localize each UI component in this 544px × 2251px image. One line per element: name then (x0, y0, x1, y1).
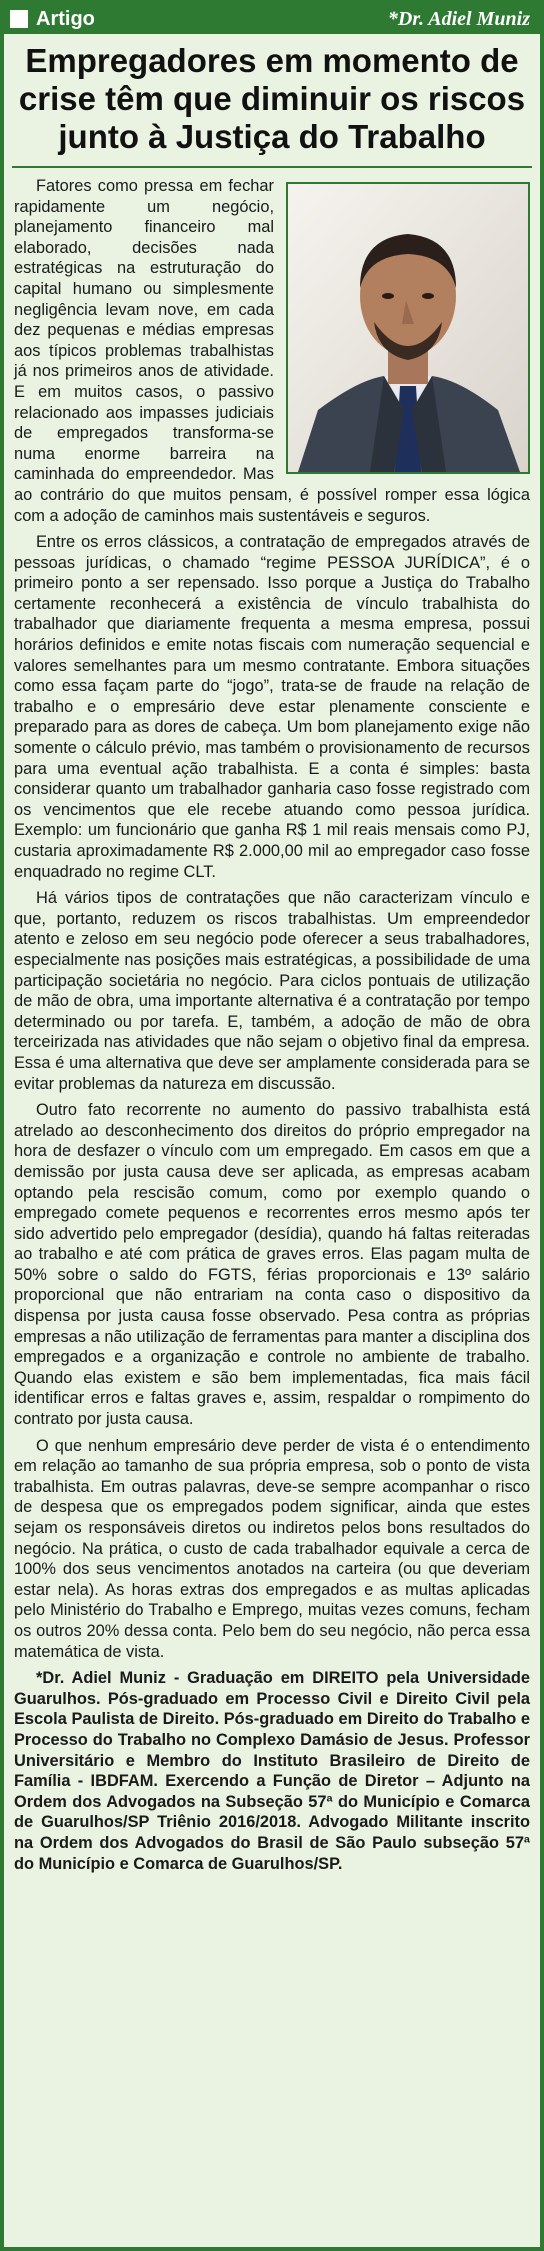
article-paragraph: Há vários tipos de contratações que não caracterizam vínculo e que, portanto, reduzem os riscos trabalhistas. Um empreendedor atento e zeloso em seu negócio pode oferecer a seus trabalhadores, especialmente nas posições mais estratégicas, a possibilidade de uma participação societária no negócio. Para ciclos pontuais de utilização de mão de obra, uma importante alternativa é a contratação por tempo determinado ou por tarefa. E, também, a adoção de mão de obra terceirizada nas atividades que não sejam o objetivo final da empresa. Essa é uma alternativa que deve ser amplamente considerada para se evitar problemas da natureza em discussão. (14, 889, 530, 1093)
author-bio: *Dr. Adiel Muniz - Graduação em DIREITO pela Universidade Guarulhos. Pós-graduado em Processo Civil e Direito Civil pela Escola Paulista de Direito. Pós-graduado em Direito do Trabalho e Processo do Trabalho no Complexo Damásio de Jesus. Professor Universitário e Membro do Instituto Brasileiro de Direito de Família - IBDFAM. Exercendo a Função de Diretor – Adjunto na Ordem dos Advogados na Subseção 57ª do Município e Comarca de Guarulhos/SP Triênio 2016/2018. Advogado Militante inscrito na Ordem dos Advogados do Brasil de São Paulo subseção 57ª do Município e Comarca de Guarulhos/SP. (14, 1669, 530, 1873)
article-headline: Empregadores em momento de crise têm que diminuir os riscos junto à Justiça do Trabalho (18, 42, 526, 155)
headline-block (12, 34, 532, 168)
section-tag (10, 8, 95, 31)
article-body (4, 168, 540, 1874)
author-byline: *Dr. Adiel Muniz (387, 7, 530, 30)
header-bar (4, 4, 540, 34)
section-label: Artigo (36, 7, 95, 30)
article-paragraph: O que nenhum empresário deve perder de vista é o entendimento em relação ao tamanho de sua própria empresa, sob o ponto de vista trabalhista. Em outras palavras, deve-se sempre acompanhar o risco de despesa que os empregados podem significar, ainda que estes sejam os responsáveis diretos ou indiretos pelos bons resultados do negócio. Na prática, o custo de cada trabalhador equivale a cerca de 100% dos seus vencimentos anotados na carteira (ou que deveriam estar nela). As horas extras dos empregados e as multas aplicadas pelo Ministério do Trabalho e Emprego, muitas vezes comuns, fecham os outros 20% dessa conta. Pelo bem do seu negócio, não perca essa matemática de vista. (14, 1436, 530, 1661)
square-bullet-icon (10, 10, 28, 28)
author-photo (286, 182, 530, 474)
article-paragraph: Entre os erros clássicos, a contratação de empregados através de pessoas jurídicas, o chamado “regime PESSOA JURÍDICA”, é o primeiro ponto a ser repensado. Isso porque a Justiça do Trabalho certamente reconhecerá a existência de vínculo trabalhista do trabalhador que diariamente frequenta a mesma empresa, possui horários definidos e emite notas fiscais com numeração sequencial e valores semelhantes para um mesmo contratante. Embora situações como essa façam parte do “jogo”, trata-se de fraude na relação de trabalho e o empresário deve estar plenamente consciente e preparado para as dores de cabeça. Um bom planejamento exige não somente o cálculo prévio, mas também o provisionamento de recursos para uma eventual ação trabalhista. E a conta é simples: basta considerar quanto um trabalhador ganharia caso fosse registrado com os vencimentos que ele recebe atuando como pessoa jurídica. Exemplo: um funcionário que ganha R$ 1 mil reais mensais como PJ, custaria aproximadamente R$ 2.000,00 mil ao empregador caso fosse enquadrado no regime CLT. (14, 533, 530, 881)
article-paragraph: Outro fato recorrente no aumento do passivo trabalhista está atrelado ao desconhecimento dos direitos do próprio empregador na hora de desfazer o vínculo com um empregado. Em casos em que a demissão por justa causa deve ser aplicada, as empresas acabam optando pela rescisão comum, como por exemplo quando o empregado comete pequenos e recorrentes erros mesmo após ter sido advertido pelo empregador (desídia), quando há faltas reiteradas ao trabalho e até com prática de graves erros. Elas pagam multa de 50% sobre o saldo do FGTS, férias proporcionais e 13º salário proporcional que não entrariam na conta caso o dispositivo da dispensa por justa causa fosse observado. Pesa contra as próprias empresas a não utilização de ferramentas para manter a disciplina dos empregados e a organização e controle no ambiente de trabalho. Quando elas existem e são bem implementadas, fica mais fácil identificar erros e faltas graves e, assim, respaldar o rompimento do contrato por justa causa. (14, 1101, 530, 1429)
article-paragraph: Fatores como pressa em fechar rapidamente um negócio, planejamento financeiro mal elaborado, decisões nada estratégicas na estruturação do capital humano ou simplesmente negligência levam nove, em cada dez pequenas e médias empresas aos típicos problemas trabalhistas já nos primeiros anos de atividade. E em muitos casos, o passivo relacionado aos impasses judiciais de empregados transforma-se numa enorme barreira na caminhada do empreendedor. Mas ao contrário do que muitos pensam, é possível romper essa lógica com a adoção de caminhos mais sustentáveis e seguros. (14, 177, 530, 525)
